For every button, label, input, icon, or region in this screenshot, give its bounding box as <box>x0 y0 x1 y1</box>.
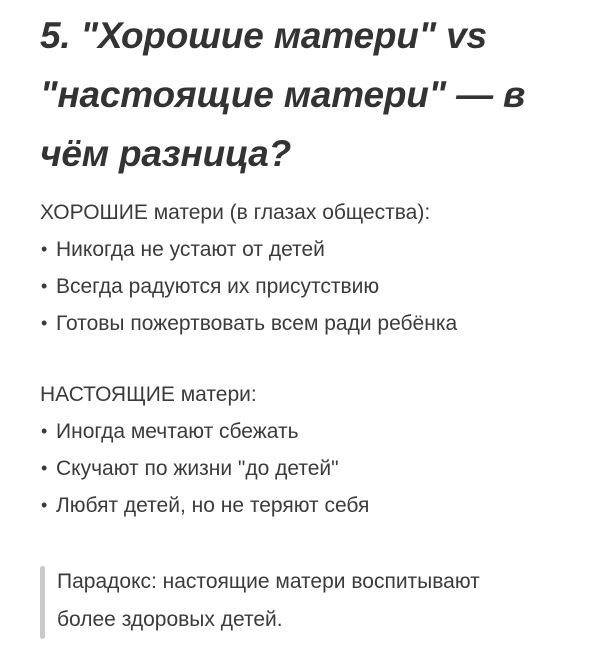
list-item <box>40 450 580 487</box>
quote-text <box>57 563 580 639</box>
bullet-icon: • <box>41 276 48 296</box>
list-item-text: Любят детей, но не теряют себя <box>56 494 370 517</box>
list-item-text: Никогда не устают от детей <box>56 238 325 261</box>
quote-line-2: более здоровых детей. <box>57 608 283 631</box>
section-good-mothers <box>40 194 580 342</box>
bullet-icon: • <box>41 458 48 478</box>
bullet-icon: • <box>41 421 48 441</box>
title-line-2: "настоящие матери" — в <box>40 74 526 115</box>
list-item-text: Иногда мечтают сбежать <box>56 420 299 443</box>
page-title <box>40 0 580 183</box>
bullet-icon: • <box>41 239 48 259</box>
section-heading: НАСТОЯЩИЕ матери: <box>40 383 257 406</box>
section-real-mothers <box>40 376 580 524</box>
list-item <box>40 305 580 342</box>
section-heading: ХОРОШИЕ матери (в глазах общества): <box>40 201 431 224</box>
list-item-text: Всегда радуются их присутствию <box>56 275 380 298</box>
quote-bar <box>40 566 45 639</box>
list-item <box>40 413 580 450</box>
title-line-3: чём разница? <box>40 133 291 174</box>
bullet-icon: • <box>41 313 48 333</box>
title-line-1: 5. "Хорошие матери" vs <box>40 15 487 56</box>
bullet-list <box>40 231 580 342</box>
quote-line-1: Парадокс: настоящие матери воспитывают <box>57 570 480 593</box>
list-item <box>40 268 580 305</box>
list-item <box>40 487 580 524</box>
bullet-icon: • <box>41 495 48 515</box>
bullet-list <box>40 413 580 524</box>
paradox-blockquote <box>40 563 580 639</box>
document-page <box>40 0 580 631</box>
list-item-text: Готовы пожертвовать всем ради ребёнка <box>56 312 458 335</box>
list-item <box>40 231 580 268</box>
list-item-text: Скучают по жизни "до детей" <box>56 457 339 480</box>
